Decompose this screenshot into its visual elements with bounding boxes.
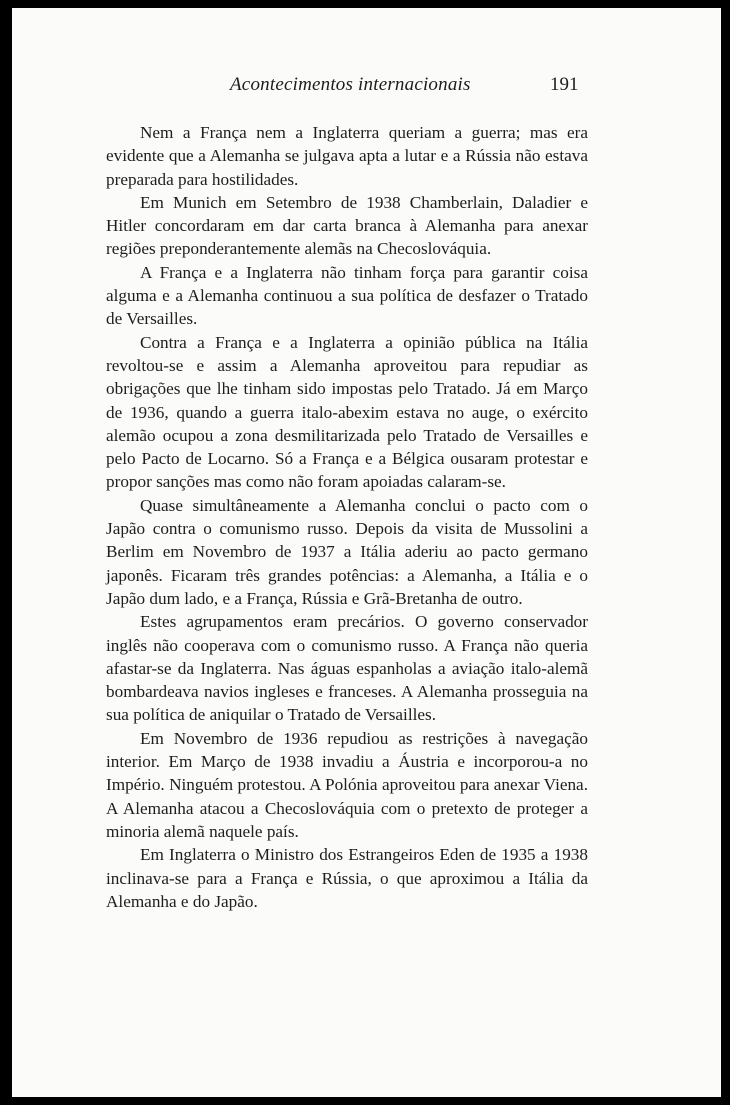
paragraph: Nem a França nem a Inglaterra queriam a guerra; mas era evidente que a Alemanha se julgava apta a lutar e a Rússia não estava preparada para hostilidades. [106, 123, 588, 189]
page-number: 191 [550, 74, 579, 95]
book-page [12, 8, 721, 1097]
body-text [106, 121, 588, 913]
paragraph: Em Novembro de 1936 repudiou as restrições à navegação interior. Em Março de 1938 invadiu a Áustria e incorporou-a no Império. Ninguém protestou. A Polónia aproveitou para anexar Viena. A Alemanha atacou a Checoslováquia com o pretexto de proteger a minoria alemã naquele país. [106, 728, 588, 841]
paragraph: Estes agrupamentos eram precários. O governo conservador inglês não cooperava com o comunismo russo. A França não queria afastar-se da Inglaterra. Nas águas espanholas a aviação italo-alemã bombardeava navios ingleses e franceses. A Alemanha prosseguia na sua política de aniquilar o Tratado de Versailles. [106, 612, 588, 725]
paragraph: Contra a França e a Inglaterra a opinião pública na Itália revoltou-se e assim a Alemanha aproveitou para repudiar as obrigações que lhe tinham sido impostas pelo Tratado. Já em Março de 1936, quando a guerra italo-abexim estava no auge, o exército alemão ocupou a zona desmilitarizada pelo Tratado de Versailles e pelo Pacto de Locarno. Só a França e a Bélgica ousaram protestar e propor sanções mas como não foram apoiadas calaram-se. [106, 332, 588, 492]
paragraph: Em Munich em Setembro de 1938 Chamberlain, Daladier e Hitler concordaram em dar carta branca à Alemanha para anexar regiões preponderantemente alemãs na Checoslováquia. [106, 192, 588, 259]
paragraph: A França e a Inglaterra não tinham força para garantir coisa alguma e a Alemanha continuou a sua política de desfazer o Tratado de Versailles. [106, 262, 588, 329]
running-title: Acontecimentos internacionais [230, 74, 471, 95]
paragraph: Quase simultâneamente a Alemanha conclui o pacto com o Japão contra o comunismo russo. Depois da visita de Mussolini a Berlim em Novembro de 1937 a Itália aderiu ao pacto germano japonês. Ficaram três grandes potências: a Alemanha, a Itália e o Japão dum lado, e a França, Rússia e Grã-Bretanha de outro. [106, 495, 588, 608]
running-header [12, 74, 721, 104]
paragraph: Em Inglaterra o Ministro dos Estrangeiros Eden de 1935 a 1938 inclinava-se para a França e Rússia, o que aproximou a Itália da Alemanha e do Japão. [106, 845, 588, 911]
